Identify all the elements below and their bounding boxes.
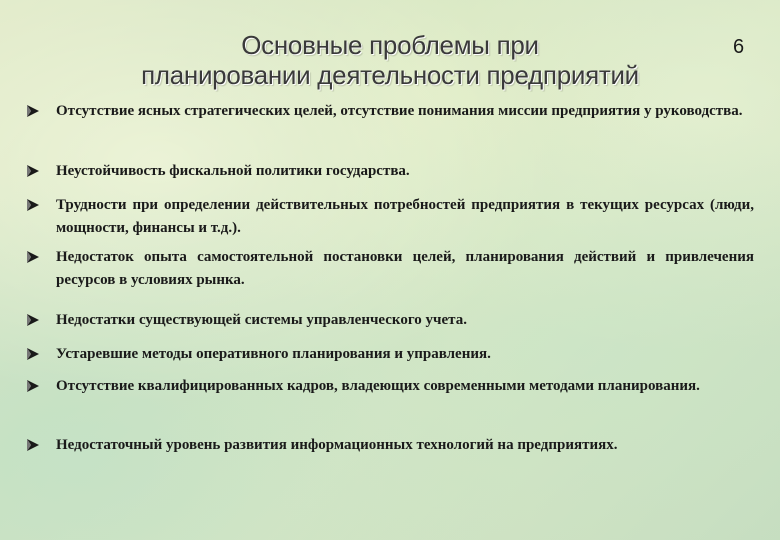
list-item-text: Неустойчивость фискальной политики государства. xyxy=(56,163,410,179)
list-item-text: Недостатки существующей системы управленческого учета. xyxy=(56,312,467,328)
list-item xyxy=(26,309,756,332)
list-item-text: Отсутствие квалифицированных кадров, владеющих современными методами планирования. xyxy=(56,378,700,394)
arrow-bullet-icon xyxy=(26,379,40,393)
list-item xyxy=(26,246,756,292)
arrow-bullet-icon xyxy=(26,164,40,178)
arrow-bullet-icon xyxy=(26,313,40,327)
arrow-bullet-icon xyxy=(26,198,40,212)
slide-title-line-2: планировании деятельности предприятий xyxy=(141,60,639,90)
list-item xyxy=(26,343,756,366)
slide-title xyxy=(60,30,720,90)
list-item-text: Устаревшие методы оперативного планирования и управления. xyxy=(56,346,491,362)
slide-title-line-1: Основные проблемы при xyxy=(241,30,539,60)
arrow-bullet-icon xyxy=(26,250,40,264)
list-item xyxy=(26,160,756,183)
page-number: 6 xyxy=(733,36,745,58)
arrow-bullet-icon xyxy=(26,104,40,118)
list-item xyxy=(26,100,756,123)
list-item-text: Отсутствие ясных стратегических целей, отсутствие понимания миссии предприятия у руководства. xyxy=(56,103,743,119)
list-item-text: Трудности при определении действительных потребностей предприятия в текущих ресурсах (люди, мощности, финансы и т.д.). xyxy=(56,197,754,236)
list-item xyxy=(26,375,756,398)
list-item-text: Недостаток опыта самостоятельной постановки целей, планирования действий и привлечения ресурсов в условиях рынка. xyxy=(56,249,754,288)
list-item xyxy=(26,194,756,240)
list-item xyxy=(26,434,756,457)
list-item-text: Недостаточный уровень развития информационных технологий на предприятиях. xyxy=(56,437,618,453)
arrow-bullet-icon xyxy=(26,438,40,452)
arrow-bullet-icon xyxy=(26,347,40,361)
